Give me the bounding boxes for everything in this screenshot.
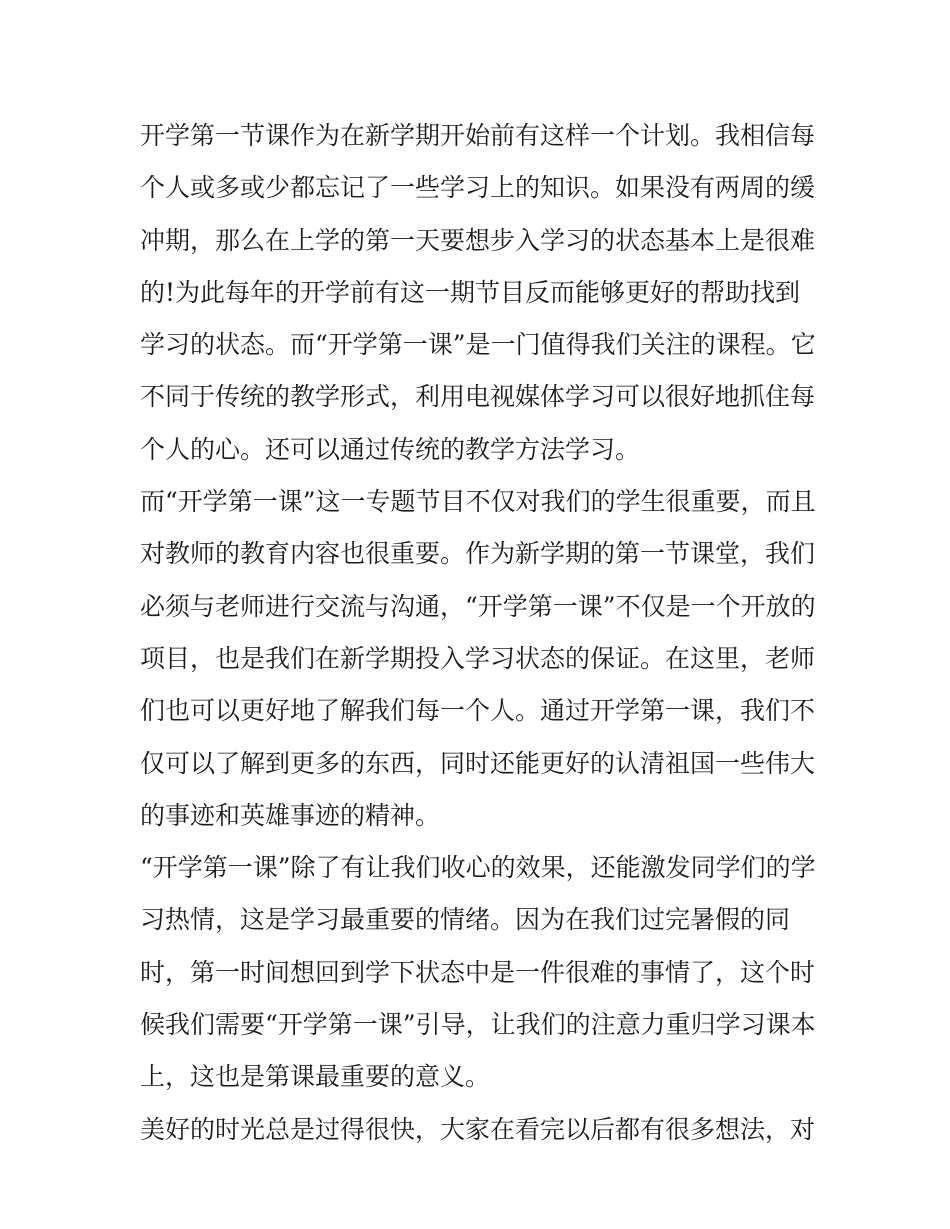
text-line: 而“开学第一课”这一专题节目不仅对我们的学生很重要，而且 — [140, 487, 816, 517]
text-line: 候我们需要“开学第一课”引导，让我们的注意力重归学习课本 — [140, 1010, 816, 1040]
text-line: 仅可以了解到更多的东西，同时还能更好的认清祖国一些伟大 — [140, 748, 816, 778]
text-line: “开学第一课”除了有让我们收心的效果，还能激发同学们的学 — [140, 853, 816, 883]
text-line: 冲期，那么在上学的第一天要想步入学习的状态基本上是很难 — [140, 225, 816, 255]
text-line: 学习的状态。而“开学第一课”是一门值得我们关注的课程。它 — [140, 330, 816, 360]
text-line: 的!为此每年的开学前有这一期节目反而能够更好的帮助找到 — [140, 277, 801, 307]
text-line: 上，这也是第课最重要的意义。 — [140, 1062, 491, 1092]
text-line: 时，第一时间想回到学下状态中是一件很难的事情了，这个时 — [140, 957, 816, 987]
text-line: 个人或多或少都忘记了一些学习上的知识。如果没有两周的缓 — [140, 173, 816, 203]
text-line: 开学第一节课作为在新学期开始前有这样一个计划。我相信每 — [140, 121, 816, 150]
text-line: 美好的时光总是过得很快，大家在看完以后都有很多想法，对 — [140, 1114, 816, 1144]
text-line: 习热情，这是学习最重要的情绪。因为在我们过完暑假的同 — [140, 905, 791, 935]
text-line: 个人的心。还可以通过传统的教学方法学习。 — [140, 434, 641, 464]
text-line: 项目，也是我们在新学期投入学习状态的保证。在这里，老师 — [140, 643, 816, 673]
text-line: 们也可以更好地了解我们每一个人。通过开学第一课，我们不 — [140, 696, 816, 726]
text-line: 对教师的教育内容也很重要。作为新学期的第一节课堂，我们 — [140, 539, 816, 569]
text-line: 必须与老师进行交流与沟通，“开学第一课”不仅是一个开放的 — [140, 591, 816, 621]
text-line: 不同于传统的教学形式，利用电视媒体学习可以很好地抓住每 — [140, 382, 816, 412]
text-line: 的事迹和英雄事迹的精神。 — [140, 800, 441, 830]
body-text — [140, 110, 820, 1156]
